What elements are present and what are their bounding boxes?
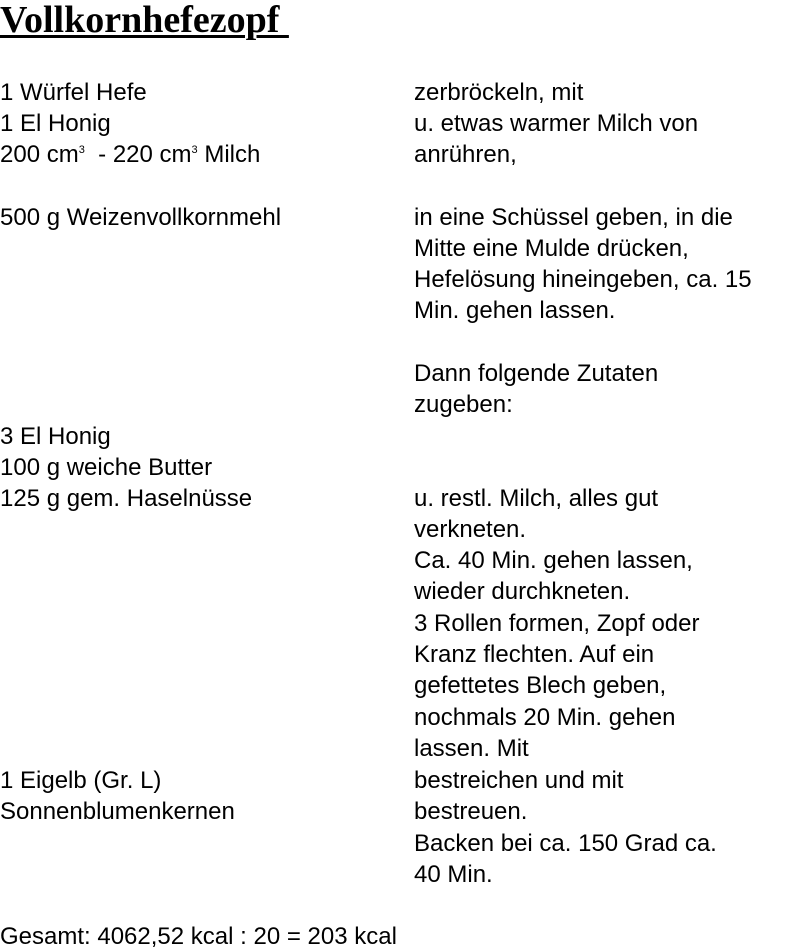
ingredient-sunflower-seeds: Sonnenblumenkernen [0,798,235,825]
step-line: zugeben: [414,391,513,418]
step-line: in eine Schüssel geben, in die [414,204,733,231]
recipe-title: Vollkornhefezopf [0,0,289,41]
milk-amount-to: - 220 cm [84,141,192,168]
milk-label: Milch [197,141,261,168]
step-line: zerbröckeln, mit [414,79,584,106]
calorie-total: Gesamt: 4062,52 kcal : 20 = 203 kcal [0,923,397,950]
step-line: Kranz flechten. Auf ein [414,641,655,668]
ingredient-honey-2: 3 El Honig [0,423,111,450]
milk-amount-from: 200 cm [0,141,79,168]
step-line: Dann folgende Zutaten [414,360,659,387]
step-line: verkneten. [414,516,527,543]
ingredient-butter: 100 g weiche Butter [0,454,213,481]
ingredient-flour: 500 g Weizenvollkornmehl [0,204,282,231]
ingredient-yeast: 1 Würfel Hefe [0,79,147,106]
milk-unit-superscript-2: 3 [191,144,198,156]
ingredient-hazelnuts: 125 g gem. Haselnüsse [0,485,253,512]
step-line: nochmals 20 Min. gehen [414,704,676,731]
step-line: Min. gehen lassen. [414,297,616,324]
step-line: Backen bei ca. 150 Grad ca. [414,830,717,857]
step-line: bestreuen. [414,798,528,825]
step-line: bestreichen und mit [414,767,624,794]
step-line: 40 Min. [414,861,493,888]
step-line: Hefelösung hineingeben, ca. 15 [414,266,752,293]
step-line: Mitte eine Mulde drücken, [414,235,689,262]
step-line: wieder durchkneten. [414,578,631,605]
step-line: u. restl. Milch, alles gut [414,485,659,512]
ingredient-honey-1: 1 El Honig [0,110,111,137]
ingredient-milk [0,139,260,175]
step-line: u. etwas warmer Milch von [414,110,699,137]
milk-unit-superscript-1: 3 [78,144,85,156]
ingredient-egg-yolk: 1 Eigelb (Gr. L) [0,767,162,794]
step-line: 3 Rollen formen, Zopf oder [414,610,700,637]
step-line: gefettetes Blech geben, [414,672,667,699]
step-line: anrühren, [414,141,517,168]
step-line: Ca. 40 Min. gehen lassen, [414,547,693,574]
step-line: lassen. Mit [414,735,529,762]
